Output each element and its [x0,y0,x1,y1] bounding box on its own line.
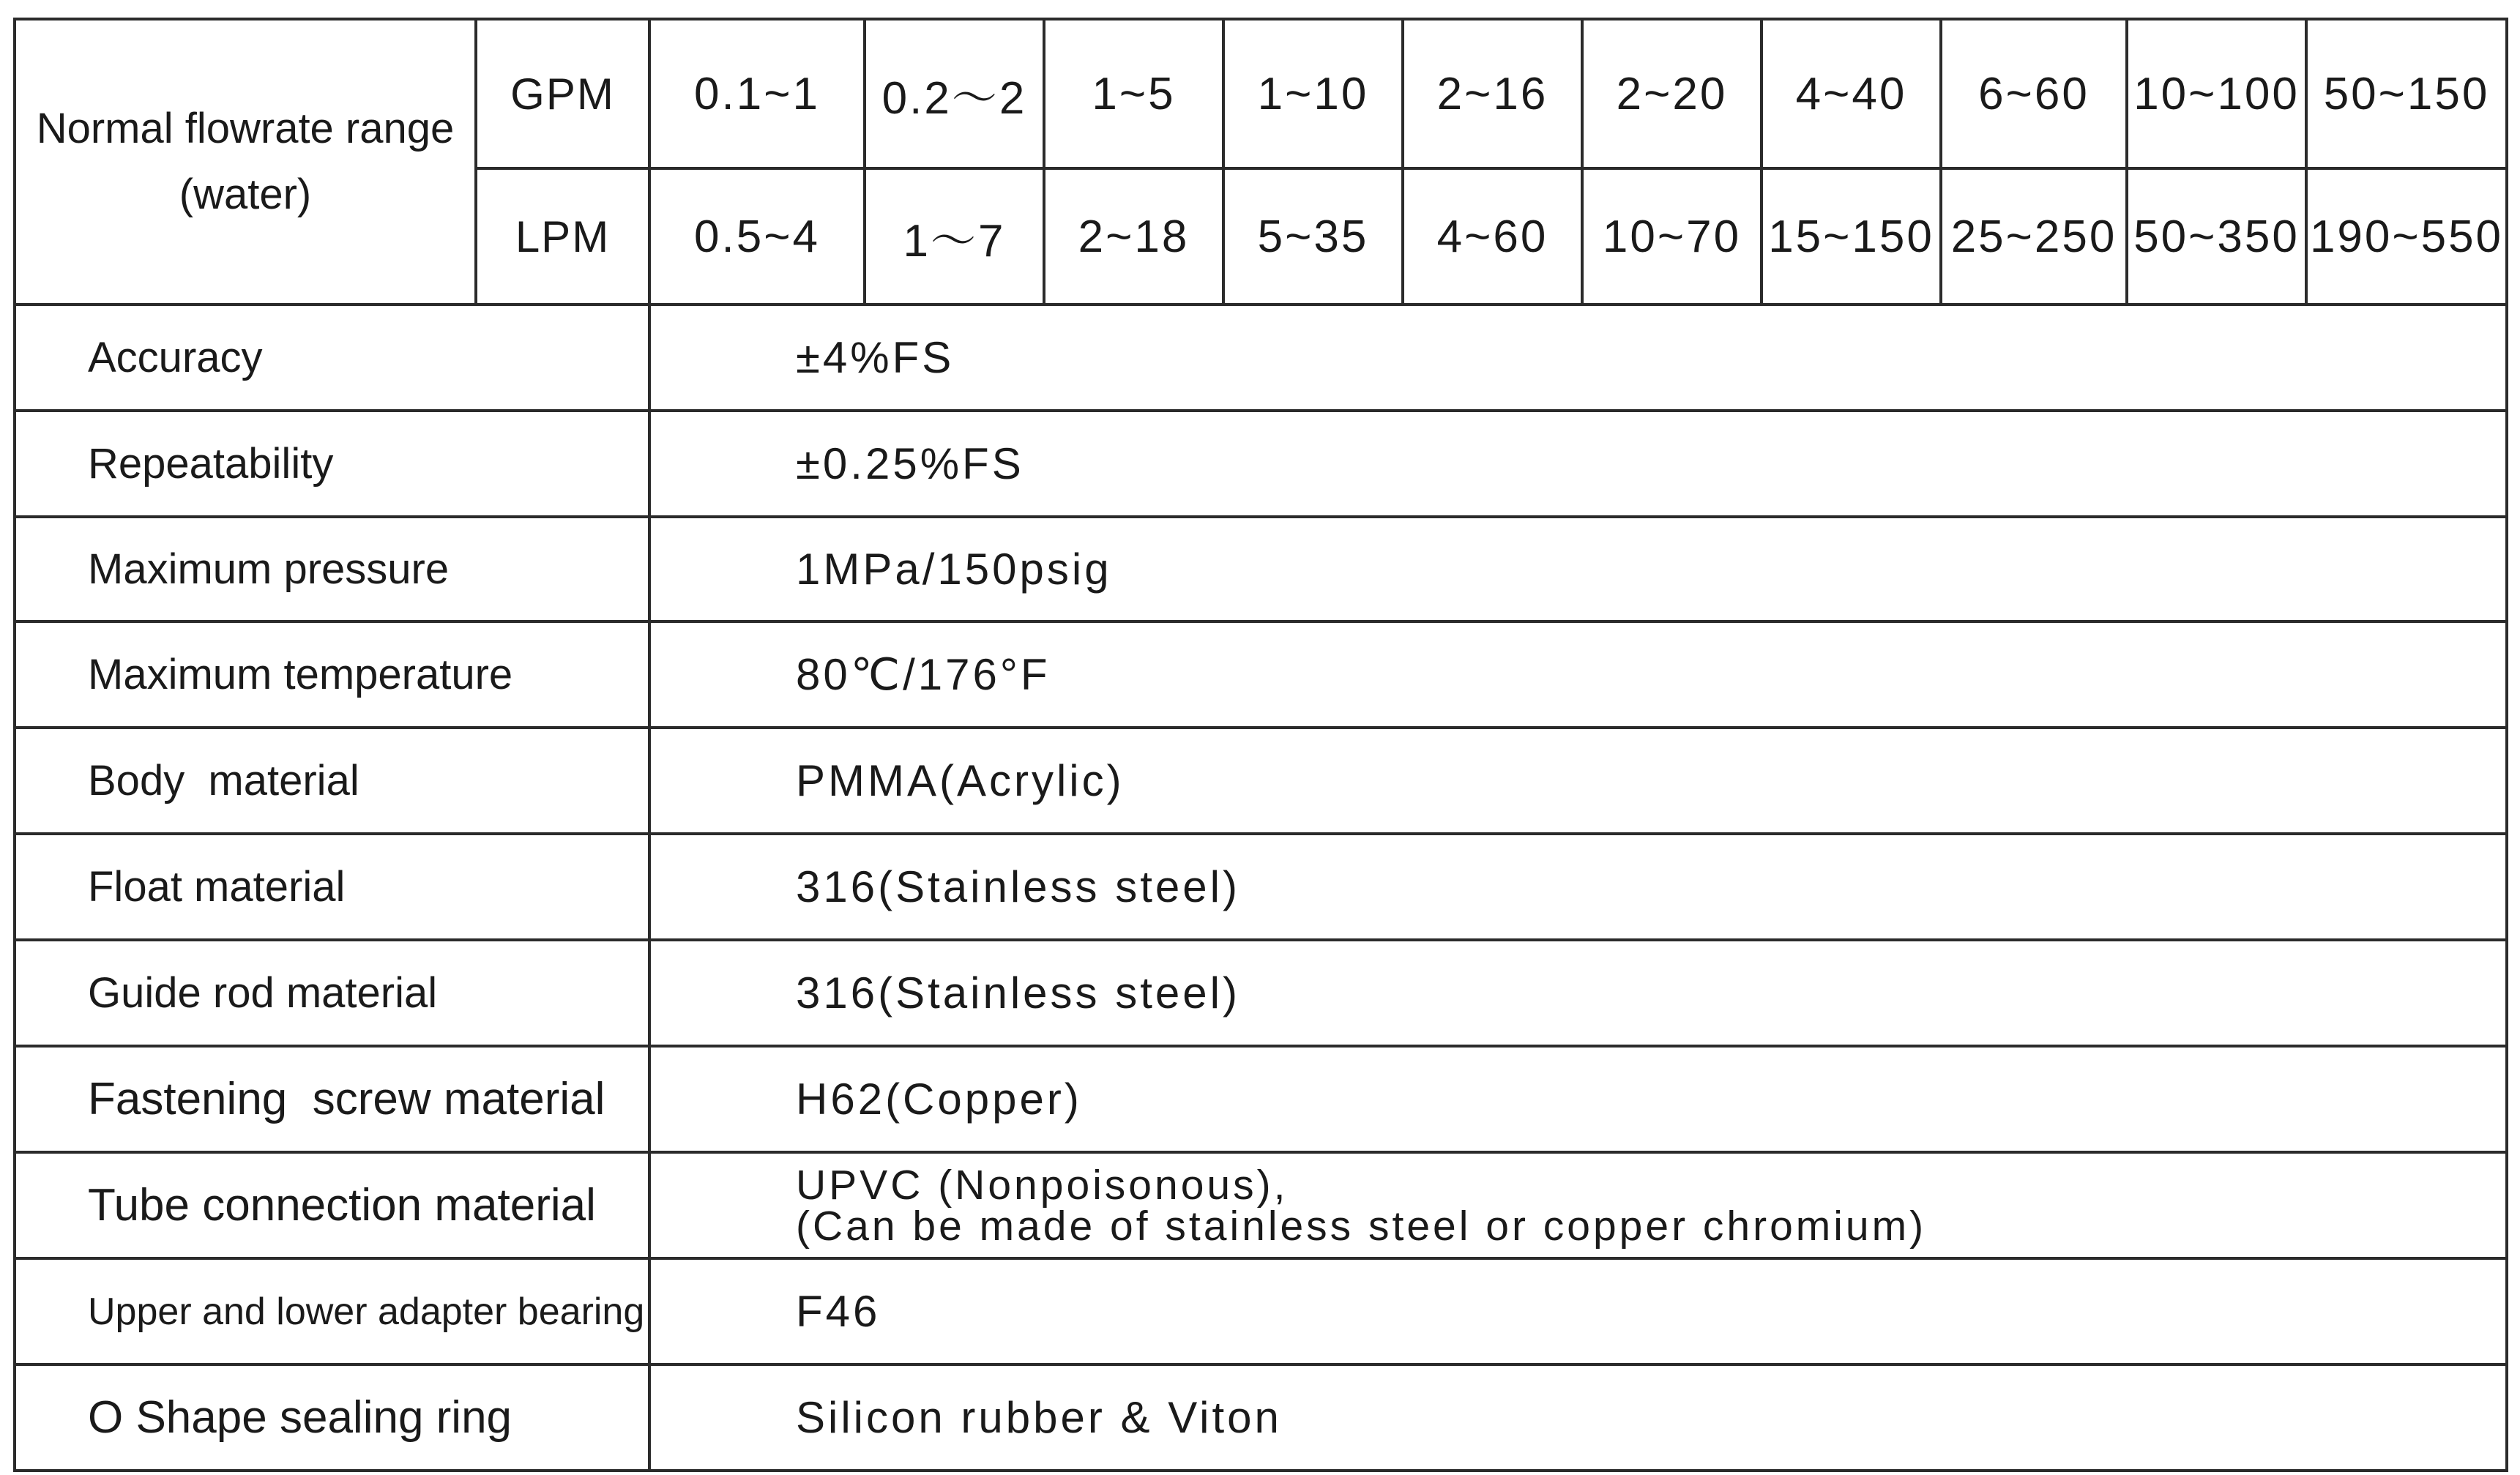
gpm-range-cell: 4~40 [1762,19,1941,168]
lpm-range-cell: 5~35 [1223,168,1403,305]
lpm-range-cell: 10~70 [1582,168,1762,305]
gpm-range-cell: 10~100 [2127,19,2306,168]
property-label: Maximum temperature [15,621,649,728]
property-label: Repeatability [15,411,649,517]
property-value [649,1152,2507,1258]
lpm-range-cell: 190~550 [2306,168,2507,305]
property-label: Maximum pressure [15,517,649,621]
property-value-line2: (Can be made of stainless steel or copper chromium) [796,1202,1927,1250]
property-row-tube-connection-material [15,1152,2507,1258]
property-row-body-material [15,728,2507,834]
property-value: PMMA(Acrylic) [649,728,2507,834]
lpm-range-cell: 1～7 [865,168,1044,305]
gpm-range-cell: 6~60 [1941,19,2127,168]
property-value: ±4%FS [649,305,2507,411]
property-row-sealing-ring [15,1364,2507,1471]
gpm-range-cell: 0.2～2 [865,19,1044,168]
spec-table [13,18,2508,1472]
property-row-repeatability [15,411,2507,517]
flowrate-range-label-line1: Normal flowrate range [36,105,455,153]
unit-gpm: GPM [476,19,649,168]
unit-lpm: LPM [476,168,649,305]
gpm-range-cell: 2~16 [1403,19,1582,168]
property-value-line1: UPVC (Nonpoisonous), [796,1161,1289,1209]
gpm-range-cell: 50~150 [2306,19,2507,168]
property-label: Tube connection material [15,1152,649,1258]
property-row-max-temperature [15,621,2507,728]
property-row-fastening-screw-material [15,1046,2507,1152]
property-label: Accuracy [15,305,649,411]
property-label: O Shape sealing ring [15,1364,649,1471]
flowrate-range-label-line2: (water) [179,171,312,218]
property-value: Silicon rubber & Viton [649,1364,2507,1471]
lpm-range-cell: 0.5~4 [649,168,865,305]
property-value: 1MPa/150psig [649,517,2507,621]
property-value: F46 [649,1258,2507,1364]
property-row-float-material [15,834,2507,940]
property-row-adapter-bearing [15,1258,2507,1364]
property-value: H62(Copper) [649,1046,2507,1152]
lpm-range-cell: 50~350 [2127,168,2306,305]
gpm-range-cell: 0.1~1 [649,19,865,168]
property-row-max-pressure [15,517,2507,621]
gpm-range-cell: 1~10 [1223,19,1403,168]
lpm-range-cell: 15~150 [1762,168,1941,305]
property-row-guide-rod-material [15,940,2507,1046]
lpm-range-cell: 2~18 [1044,168,1223,305]
property-value: ±0.25%FS [649,411,2507,517]
property-label: Guide rod material [15,940,649,1046]
gpm-range-cell: 1~5 [1044,19,1223,168]
property-value: 316(Stainless steel) [649,940,2507,1046]
property-label: Body material [15,728,649,834]
property-row-accuracy [15,305,2507,411]
lpm-range-cell: 25~250 [1941,168,2127,305]
flowrate-range-label [15,19,476,305]
lpm-range-cell: 4~60 [1403,168,1582,305]
gpm-row [15,19,2507,168]
property-label: Upper and lower adapter bearing [15,1258,649,1364]
gpm-range-cell: 2~20 [1582,19,1762,168]
property-label: Float material [15,834,649,940]
property-value: 316(Stainless steel) [649,834,2507,940]
property-value: 80℃/176°F [649,621,2507,728]
property-label: Fastening screw material [15,1046,649,1152]
